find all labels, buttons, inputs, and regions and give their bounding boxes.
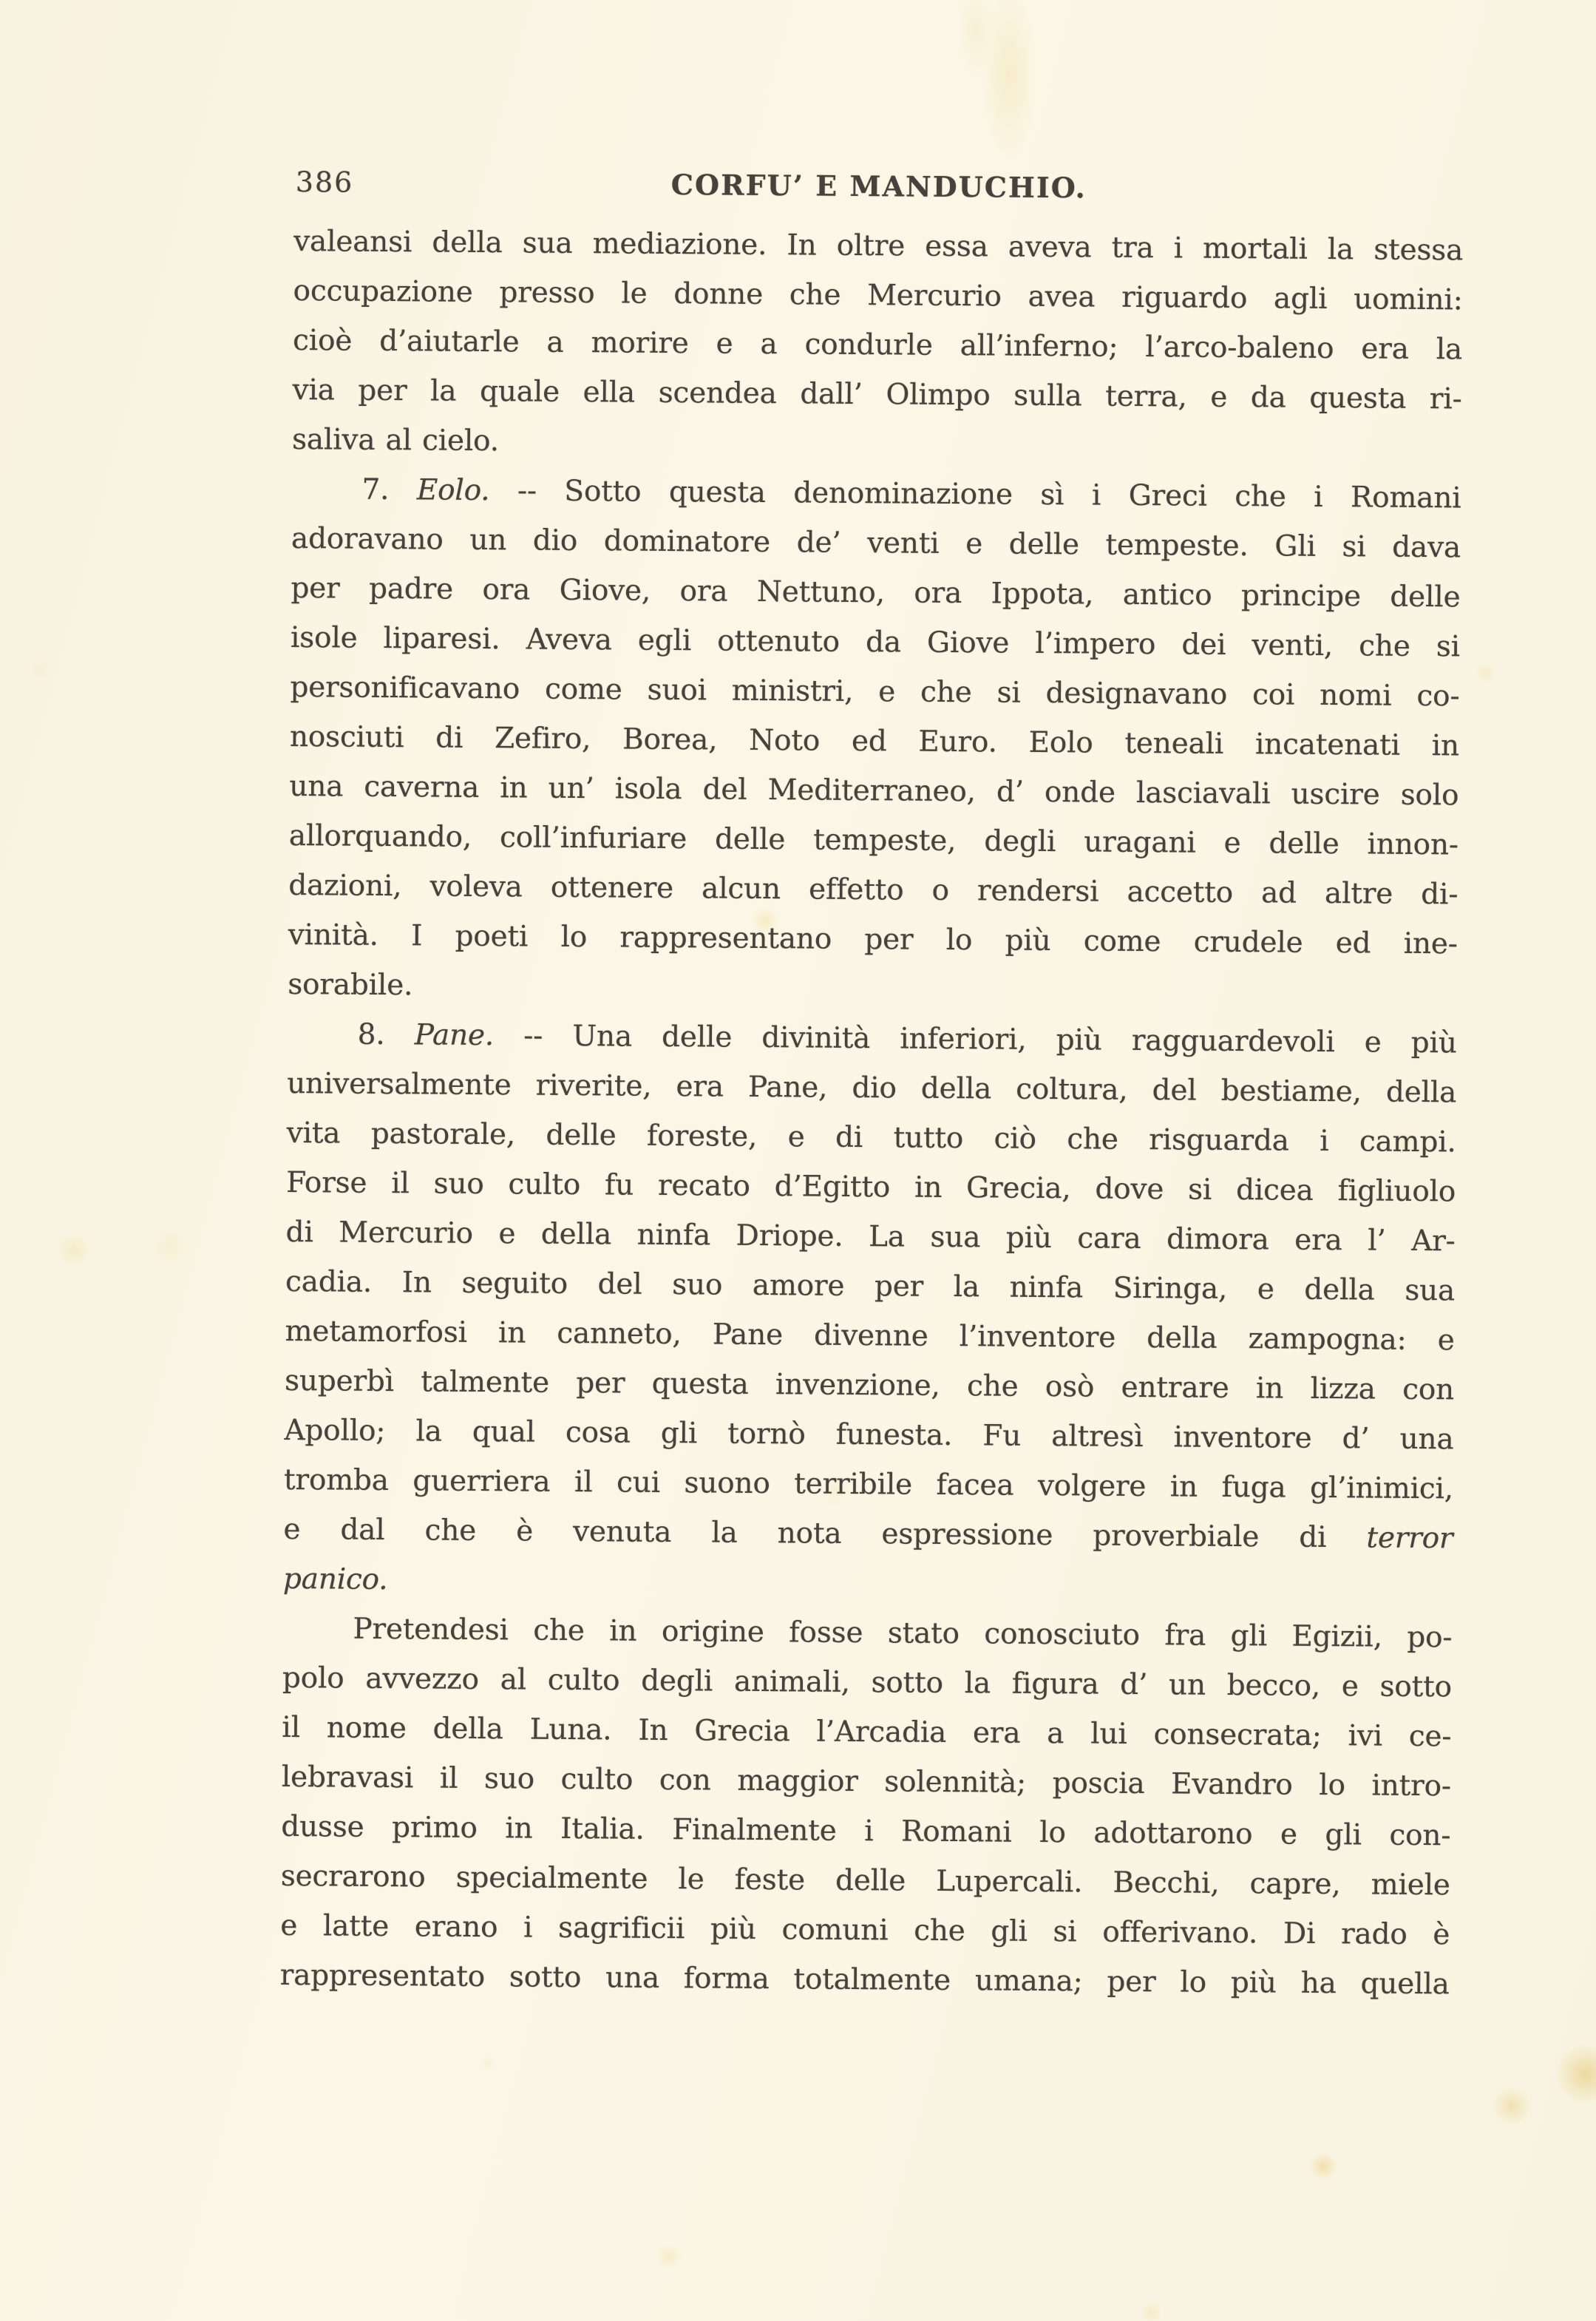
text-run: 8. [357,1017,415,1052]
text-line [285,1257,1455,1315]
text-run: universalmente riverite, era Pane, dio della coltura, del bestiame, della [287,1066,1457,1110]
text-line [282,1752,1451,1811]
text-run: vinità. I poeti lo rappresentano per lo più come crudele ed ine- [288,918,1458,961]
text-line [285,1207,1455,1266]
text-run: vita pastorale, delle foreste, e di tutto ciò che risguarda i campi. [286,1116,1456,1159]
text-run: Apollo; la qual cosa gli tornò funesta. Fu altresì inventore d’ una [284,1413,1454,1457]
text-line [280,1901,1450,1959]
paragraph [288,464,1461,1018]
text-line [285,1356,1454,1414]
text-line [281,1851,1450,1910]
paragraph [283,1009,1457,1613]
text-line [287,1009,1456,1068]
text-line [282,1703,1451,1761]
text-run: secrarono specialmente le feste delle Lupercali. Becchi, capre, miele [280,1859,1450,1902]
text-line [290,663,1459,721]
text-line [290,712,1459,770]
text-run: occupazione presso le donne che Mercurio avea riguardo agli uomini: [293,274,1463,317]
text-line [293,217,1463,275]
text-line [291,464,1461,523]
text-line [286,1108,1456,1167]
text-run: una caverna in un’ isola del Mediterraneo, d’ onde lasciavali uscire solo [289,769,1459,813]
text-run: superbì talmente per questa invenzione, che osò entrare in lizza con [284,1363,1455,1407]
text-line [288,910,1458,969]
page-header [294,164,1464,209]
text-block [279,217,1463,2009]
text-run: adoravano un dio dominatore de’ venti e delle tempeste. Gli si dava [291,521,1461,565]
running-title: CORFU’ E MANDUCHIO. [670,168,1087,205]
text-line [291,613,1460,671]
text-line [281,1802,1450,1860]
text-line [283,1505,1453,1563]
text-run: valeansi della sua mediazione. In oltre essa aveva tra i mortali la stessa [293,224,1464,268]
text-line [283,1554,1453,1613]
text-run: Pretendesi che in origine fosse stato conosciuto fra gli Egizii, po- [353,1612,1453,1655]
text-run: metamorfosi in canneto, Pane divenne l’inventore della zampogna: e [285,1314,1455,1358]
text-line [291,514,1461,572]
text-line [292,415,1461,473]
text-run: allorquando, coll’infuriare delle tempeste, degli uragani e delle innon- [288,819,1459,862]
text-run: personificavano come suoi ministri, e che si designavano coi nomi co- [290,670,1460,714]
text-line [288,960,1457,1018]
text-line [292,365,1461,424]
text-run: isole liparesi. Aveva egli ottenuto da Giove l’impero dei venti, che si [290,620,1461,664]
text-run: -- Una delle divinità inferiori, più ragguardevoli e più [493,1019,1457,1060]
text-run: di Mercurio e della ninfa Driope. La sua più cara dimora era l’ Ar- [285,1215,1456,1258]
text-run: per padre ora Giove, ora Nettuno, ora Ippota, antico principe delle [291,571,1461,614]
text-line [286,1158,1456,1216]
paragraph [292,217,1464,473]
text-run: cioè d’aiutarle a morire e a condurle all’inferno; l’arco-baleno era la [292,323,1463,367]
text-run: sorabile. [288,967,413,1003]
text-run: -- Sotto questa denominazione sì i Greci che i Romani [489,474,1461,515]
paragraph [279,1604,1452,2009]
text-run: lebravasi il suo culto con maggior solennità; poscia Evandro lo intro- [281,1760,1451,1803]
page-content [279,164,1463,2009]
text-run: Forse il suo culto fu recato d’Egitto in Grecia, dove si dicea figliuolo [286,1165,1456,1209]
text-run: dazioni, voleva ottenere alcun effetto o rendersi accetto ad altre di- [288,868,1459,912]
text-line [282,1604,1452,1662]
text-run: e dal che è venuta la nota espressione proverbiale di [283,1512,1367,1555]
text-run: tromba guerriera il cui suono terribile facea volgere in fuga gl’inimici, [283,1463,1454,1506]
text-run: rappresentato sotto una forma totalmente umana; per lo più ha quella [279,1958,1450,2002]
text-line [285,1307,1454,1365]
text-line [289,762,1459,820]
text-run: 7. [361,472,418,507]
text-line [293,266,1462,325]
text-run: e latte erano i sagrificii più comuni che gli si offerivano. Di rado è [280,1908,1450,1952]
text-run: il nome della Luna. In Grecia l’Arcadia era a lui consecrata; ivi ce- [282,1710,1452,1754]
text-run: via per la quale ella scendea dall’ Olimpo sulla terra, e da questa ri- [292,373,1462,416]
text-line [288,861,1458,919]
text-run: dusse primo in Italia. Finalmente i Romani lo adottarono e gli con- [281,1809,1451,1853]
text-run: polo avvezzo al culto degli animali, sotto la figura d’ un becco, e sotto [282,1661,1453,1704]
text-run: nosciuti di Zefiro, Borea, Noto ed Euro. Eolo teneali incatenati in [289,719,1460,763]
text-line [287,1059,1456,1117]
text-run: saliva al cielo. [291,422,500,458]
italic-run: panico. [282,1562,388,1597]
text-line [282,1653,1452,1712]
text-line [284,1406,1453,1464]
text-line [293,316,1462,374]
text-line [284,1455,1453,1514]
text-line [289,811,1459,870]
italic-run: Pane. [414,1018,495,1053]
italic-run: Eolo. [416,473,490,508]
italic-run: terror [1366,1521,1453,1556]
text-run: cadia. In seguito del suo amore per la ninfa Siringa, e della sua [285,1264,1456,1308]
text-line [279,1951,1449,2009]
page-number: 386 [295,166,354,199]
text-line [291,563,1460,622]
